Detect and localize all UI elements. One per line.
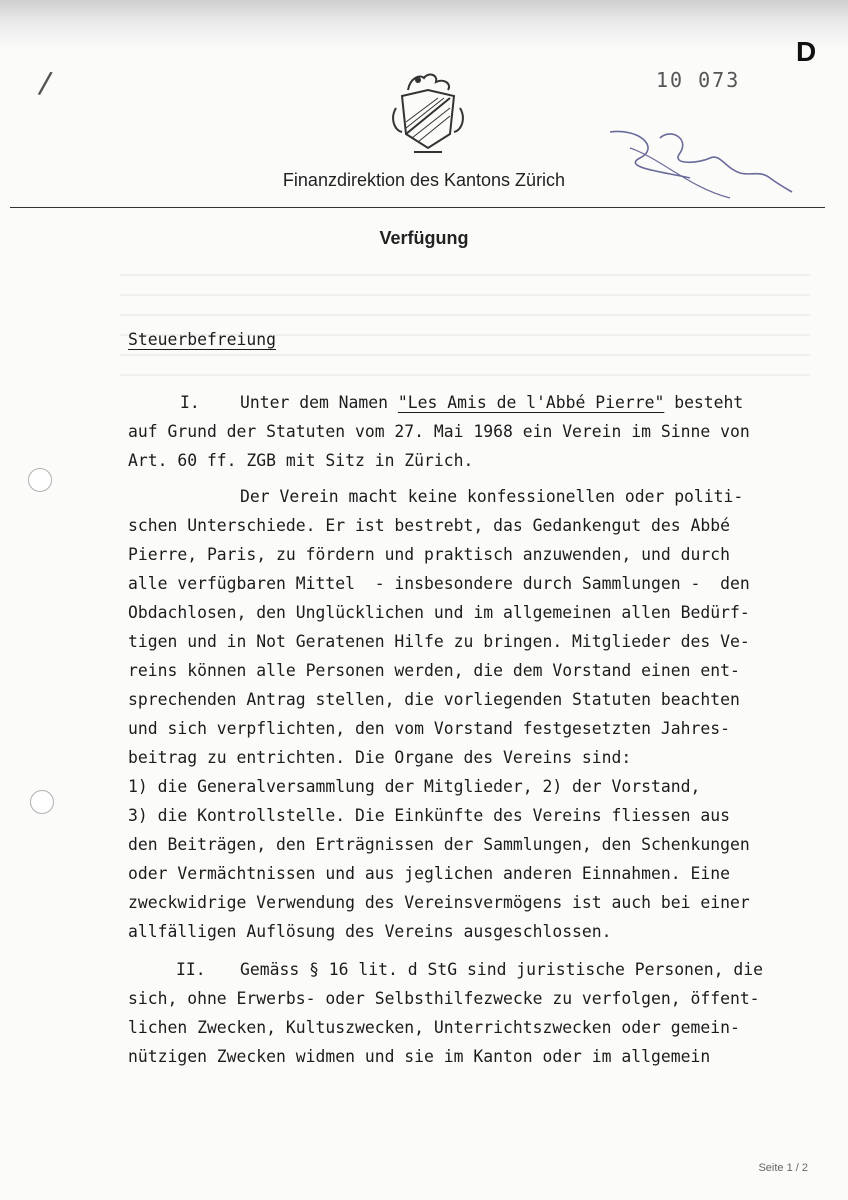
punch-hole-icon — [30, 790, 54, 814]
section-1 — [128, 388, 768, 475]
paragraph-line: den Beiträgen, den Erträgnissen der Sammlungen, den Schenkungen — [128, 835, 750, 854]
paragraph-line: 1) die Generalversammlung der Mitglieder, 2) der Vorstand, — [128, 777, 701, 796]
page-indicator: Seite 1 / 2 — [758, 1162, 808, 1174]
issuing-authority: Finanzdirektion des Kantons Zürich — [282, 170, 566, 190]
document-letter: D — [796, 36, 817, 67]
paragraph-line: oder Vermächtnissen und aus jeglichen anderen Einnahmen. Eine — [128, 864, 730, 883]
stamp-number: 10 073 — [656, 68, 741, 92]
paragraph-line: reins können alle Personen werden, die dem Vorstand einen ent- — [128, 661, 740, 680]
paragraph-line: tigen und in Not Geratenen Hilfe zu bringen. Mitglieder des Ve- — [128, 632, 750, 651]
paragraph-line: Obdachlosen, den Unglücklichen und im allgemeinen allen Bedürf- — [128, 603, 750, 622]
text-run: besteht — [664, 393, 744, 412]
section-2-line — [128, 955, 768, 984]
zurich-crest-icon — [388, 68, 468, 158]
paragraph-line: zweckwidrige Verwendung des Vereinsvermögens ist auch bei einer — [128, 893, 750, 912]
paragraph-line: 3) die Kontrollstelle. Die Einkünfte des Vereins fliessen aus — [128, 806, 730, 825]
paragraph-line: schen Unterschiede. Er ist bestrebt, das Gedankengut des Abbé — [128, 516, 730, 535]
paragraph-line: sprechenden Antrag stellen, die vorliegenden Statuten beachten — [128, 690, 740, 709]
association-name: "Les Amis de l'Abbé Pierre" — [397, 393, 665, 412]
pencil-corner-mark: / — [36, 65, 54, 102]
paragraph-line: alle verfügbaren Mittel - insbesondere durch Sammlungen - den — [128, 574, 750, 593]
paragraph-line: und sich verpflichten, den vom Vorstand festgesetzten Jahres- — [128, 719, 730, 738]
section-2 — [128, 955, 768, 1071]
section-2-line: nützigen Zwecken widmen und sie im Kanton oder im allgemein — [128, 1047, 711, 1066]
text-run: Unter dem Namen — [240, 393, 398, 412]
document-title: Verfügung — [379, 228, 469, 248]
signature-icon — [600, 118, 800, 218]
section-1-line — [128, 388, 768, 417]
scan-shadow — [0, 0, 848, 48]
paragraph-line: Pierre, Paris, zu fördern und praktisch anzuwenden, und durch — [128, 545, 730, 564]
section-2-numeral: II. — [176, 960, 206, 979]
paragraph-line: allfälligen Auflösung des Vereins ausgeschlossen. — [128, 922, 612, 941]
section-2-line: lichen Zwecken, Kultuszwecken, Unterrichtszwecken oder gemein- — [128, 1018, 740, 1037]
text-run: Gemäss § 16 lit. d StG sind juristische Personen, die — [240, 960, 764, 979]
subject-heading: Steuerbefreiung — [128, 330, 277, 349]
punch-hole-icon — [28, 468, 52, 492]
section-2-line: sich, ohne Erwerbs- oder Selbsthilfezwecke zu verfolgen, öffent- — [128, 989, 760, 1008]
section-1-numeral: I. — [180, 393, 200, 412]
paragraph-line: Der Verein macht keine konfessionellen oder politi- — [240, 487, 744, 506]
section-1-line: auf Grund der Statuten vom 27. Mai 1968 ein Verein im Sinne von — [128, 422, 750, 441]
paragraph-line: beitrag zu entrichten. Die Organe des Vereins sind: — [128, 748, 632, 767]
section-1-line: Art. 60 ff. ZGB mit Sitz in Zürich. — [128, 451, 474, 470]
header-divider — [10, 207, 825, 208]
section-1-paragraph-2 — [128, 482, 768, 946]
